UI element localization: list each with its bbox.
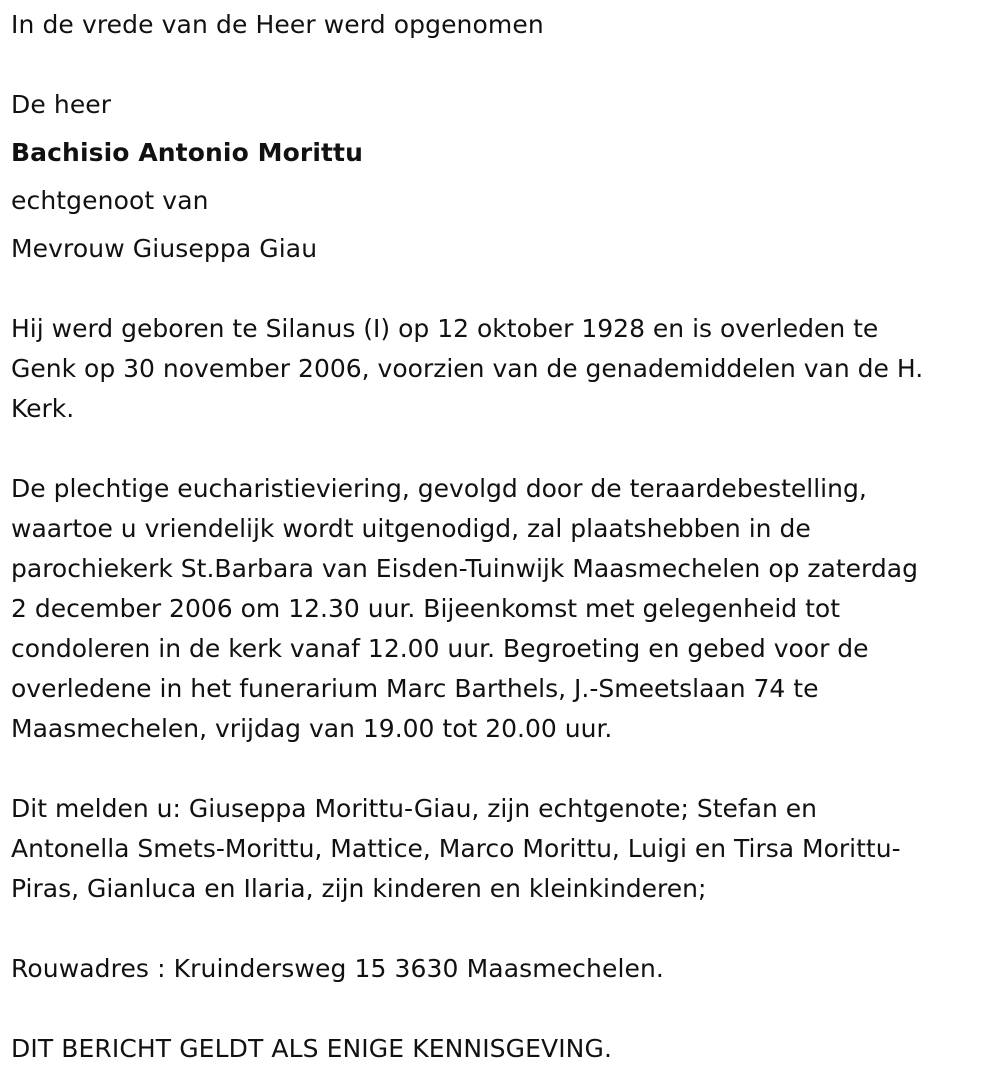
birth-death-paragraph [11,309,991,429]
paragraph-line: Kerk. [11,394,75,423]
paragraph-line: Maasmechelen, vrijdag van 19.00 tot 20.00 uur. [11,714,613,743]
paragraph-line: waartoe u vriendelijk wordt uitgenodigd, zal plaatshebben in de [11,514,811,543]
family-paragraph [11,789,991,909]
paragraph-line: Genk op 30 november 2006, voorzien van de genademiddelen van de H. [11,354,924,383]
paragraph-line: condoleren in de kerk vanaf 12.00 uur. Begroeting en gebed voor de [11,634,869,663]
paragraph-line: Piras, Gianluca en Ilaria, zijn kinderen en kleinkinderen; [11,874,707,903]
paragraph-line: Dit melden u: Giuseppa Morittu-Giau, zijn echtgenote; Stefan en [11,794,818,823]
official-notice: DIT BERICHT GELDT ALS ENIGE KENNISGEVING. [11,1034,612,1063]
deceased-name: Bachisio Antonio Morittu [11,138,364,167]
spouse-name: Mevrouw Giuseppa Giau [11,234,318,263]
ceremony-paragraph [11,469,991,749]
paragraph-line: overledene in het funerarium Marc Barthels, J.-Smeetslaan 74 te [11,674,819,703]
salutation: De heer [11,90,112,119]
relation-text: echtgenoot van [11,186,209,215]
paragraph-line: parochiekerk St.Barbara van Eisden-Tuinwijk Maasmechelen op zaterdag [11,554,918,583]
paragraph-line: 2 december 2006 om 12.30 uur. Bijeenkomst met gelegenheid tot [11,594,841,623]
paragraph-line: Antonella Smets-Morittu, Mattice, Marco Morittu, Luigi en Tirsa Morittu- [11,834,901,863]
paragraph-line: Hij werd geboren te Silanus (I) op 12 oktober 1928 en is overleden te [11,314,879,343]
mourning-address: Rouwadres : Kruindersweg 15 3630 Maasmechelen. [11,954,664,983]
paragraph-line: De plechtige eucharistieviering, gevolgd door de teraardebestelling, [11,474,867,503]
intro-text: In de vrede van de Heer werd opgenomen [11,10,544,39]
